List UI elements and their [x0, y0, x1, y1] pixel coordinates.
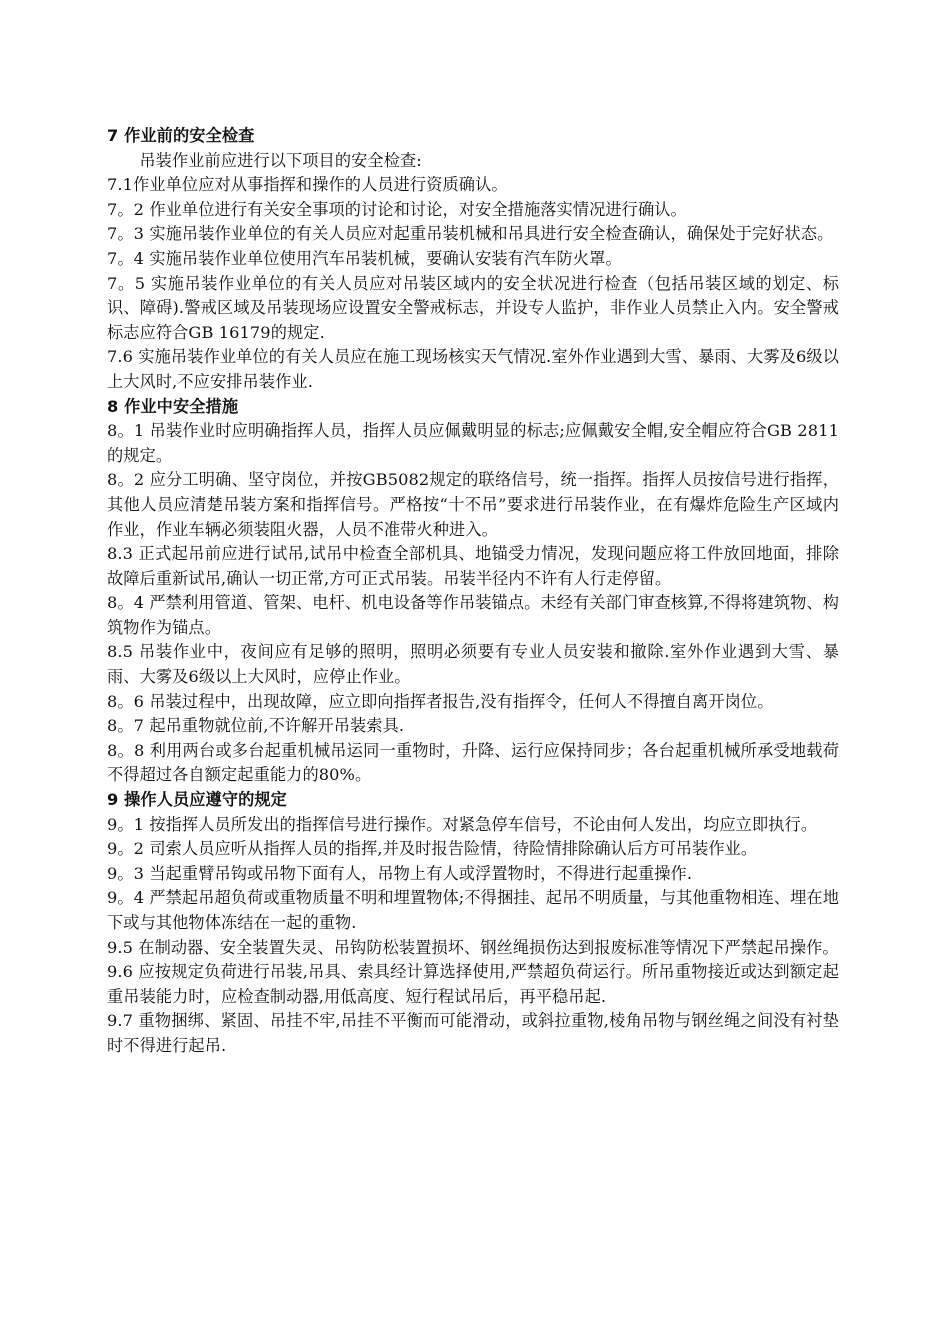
section-intro: 吊装作业前应进行以下项目的安全检查: — [139, 150, 422, 170]
clause: 8。1 吊装作业时应明确指挥人员，指挥人员应佩戴明显的标志;应佩戴安全帽,安全帽应符合GB 2811的规定。 — [107, 421, 839, 465]
clause: 7。4 实施吊装作业单位使用汽车吊装机械，要确认安装有汽车防火罩。 — [107, 248, 622, 268]
clause: 9。4 严禁起吊超负荷或重物质量不明和埋置物体;不得捆挂、起吊不明质量，与其他重物相连、埋在地下或与其他物体冻结在一起的重物. — [107, 888, 839, 932]
clause: 8。8 利用两台或多台起重机械吊运同一重物时，升降、运行应保持同步；各台起重机械所承受地载荷不得超过各自额定起重能力的80%。 — [107, 740, 839, 785]
clause: 7。3 实施吊装作业单位的有关人员应对起重吊装机械和吊具进行安全检查确认，确保处于完好状态。 — [107, 224, 834, 244]
clause: 8.3 正式起吊前应进行试吊,试吊中检查全部机具、地锚受力情况，发现问题应将工件放回地面，排除故障后重新试吊,确认一切正常,方可正式吊装。吊装半径内不许有人行走停留。 — [107, 544, 839, 588]
clause: 8。2 应分工明确、坚守岗位，并按GB5082规定的联络信号，统一指挥。指挥人员按信号进行指挥，其他人员应清楚吊装方案和指挥信号。严格按“十不吊”要求进行吊装作业，在有爆炸危险生产区域内作业，作业车辆必须装阻火器，人员不准带火种进入。 — [107, 470, 839, 539]
clause: 7。5 实施吊装作业单位的有关人员应对吊装区域内的安全状况进行检查（包括吊装区域的划定、标识、障碍).警戒区域及吊装现场应设置安全警戒标志，并设专人监护，非作业人员禁止入内。安全警戒标志应符合GB 16179的规定. — [107, 273, 839, 342]
clause: 9。2 司索人员应听从指挥人员的指挥,并及时报告险情，待险情排除确认后方可吊装作业。 — [107, 839, 758, 859]
clause: 8。7 起吊重物就位前,不许解开吊装索具. — [107, 716, 405, 736]
clause: 9.7 重物捆绑、紧固、吊挂不牢,吊挂不平衡而可能滑动，或斜拉重物,棱角吊物与钢丝绳之间没有衬垫时不得进行起吊. — [107, 1011, 839, 1055]
clause: 9。1 按指挥人员所发出的指挥信号进行操作。对紧急停车信号，不论由何人发出，均应立即执行。 — [107, 814, 818, 834]
clause: 7.1作业单位应对从事指挥和操作的人员进行资质确认。 — [107, 175, 508, 195]
section-heading: 9 操作人员应遵守的规定 — [107, 790, 287, 810]
clause: 7。2 作业单位进行有关安全事项的讨论和讨论，对安全措施落实情况进行确认。 — [107, 199, 687, 219]
clause: 9.5 在制动器、安全装置失灵、吊钩防松装置损坏、钢丝绳损伤达到报废标准等情况下严禁起吊操作。 — [107, 937, 839, 957]
clause: 8.5 吊装作业中，夜间应有足够的照明，照明必须要有专业人员安装和撤除.室外作业遇到大雪、暴雨、大雾及6级以上大风时，应停止作业。 — [107, 642, 839, 687]
section-heading: 8 作业中安全措施 — [107, 396, 239, 416]
clause: 9.6 应按规定负荷进行吊装,吊具、索具经计算选择使用,严禁超负荷运行。所吊重物接近或达到额定起重吊装能力时，应检查制动器,用低高度、短行程试吊后，再平稳吊起. — [107, 962, 839, 1006]
clause: 7.6 实施吊装作业单位的有关人员应在施工现场核实天气情况.室外作业遇到大雪、暴雨、大雾及6级以上大风时,不应安排吊装作业. — [107, 347, 839, 391]
section-heading: 7 作业前的安全检查 — [107, 126, 255, 145]
clause: 9。3 当起重臂吊钩或吊物下面有人，吊物上有人或浮置物时，不得进行起重操作. — [107, 863, 693, 883]
clause: 8。6 吊装过程中，出现故障，应立即向指挥者报告,没有指挥令，任何人不得擅自离开岗位。 — [107, 691, 774, 711]
document-page — [107, 124, 839, 1059]
clause: 8。4 严禁利用管道、管架、电杆、机电设备等作吊装锚点。未经有关部门审查核算,不得将建筑物、构筑物作为锚点。 — [107, 593, 839, 637]
